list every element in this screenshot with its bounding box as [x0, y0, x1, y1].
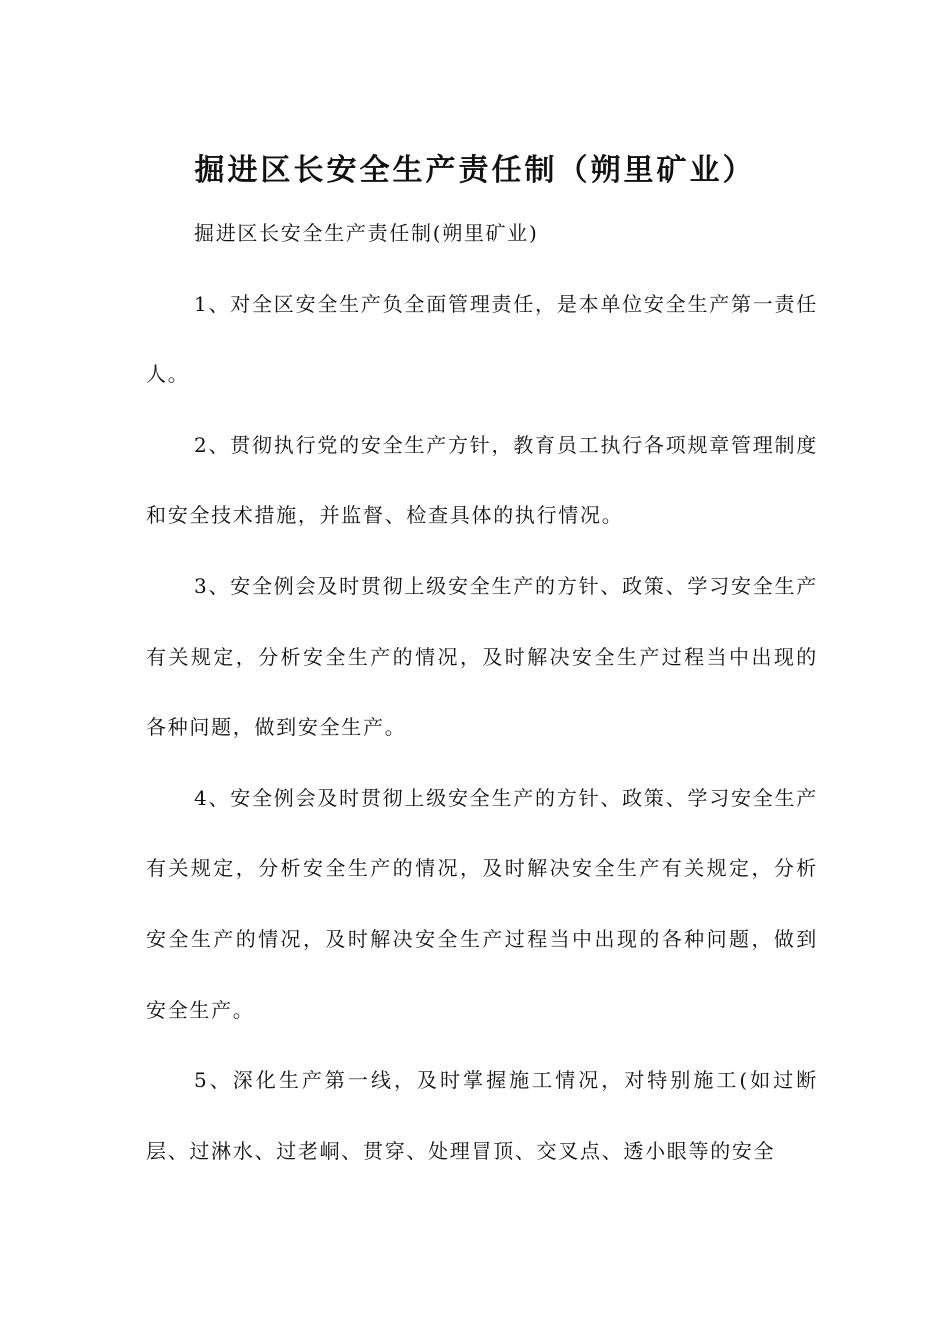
paragraph-item-3: 3、安全例会及时贯彻上级安全生产的方针、政策、学习安全生产有关规定，分析安全生产的情况，及时解决安全生产过程当中出现的各种问题，做到安全生产。 — [146, 573, 818, 740]
paragraph-subtitle: 掘进区长安全生产责任制(朔里矿业) — [194, 221, 539, 245]
document-body — [146, 198, 818, 1186]
paragraph-item-1: 1、对全区安全生产负全面管理责任，是本单位安全生产第一责任人。 — [146, 291, 818, 387]
paragraph-item-2: 2、贯彻执行党的安全生产方针，教育员工执行各项规章管理制度和安全技术措施，并监督、检查具体的执行情况。 — [146, 432, 818, 528]
paragraph-item-5: 5、深化生产第一线，及时掌握施工情况，对特别施工(如过断层、过淋水、过老峒、贯穿、处理冒顶、交叉点、透小眼等的安全 — [146, 1068, 818, 1163]
paragraph-item-4: 4、安全例会及时贯彻上级安全生产的方针、政策、学习安全生产有关规定，分析安全生产的情况，及时解决安全生产有关规定，分析安全生产的情况，及时解决安全生产过程当中出现的各种问题，做到安全生产。 — [146, 785, 818, 1022]
document-title: 掘进区长安全生产责任制（朔里矿业） — [194, 153, 756, 189]
